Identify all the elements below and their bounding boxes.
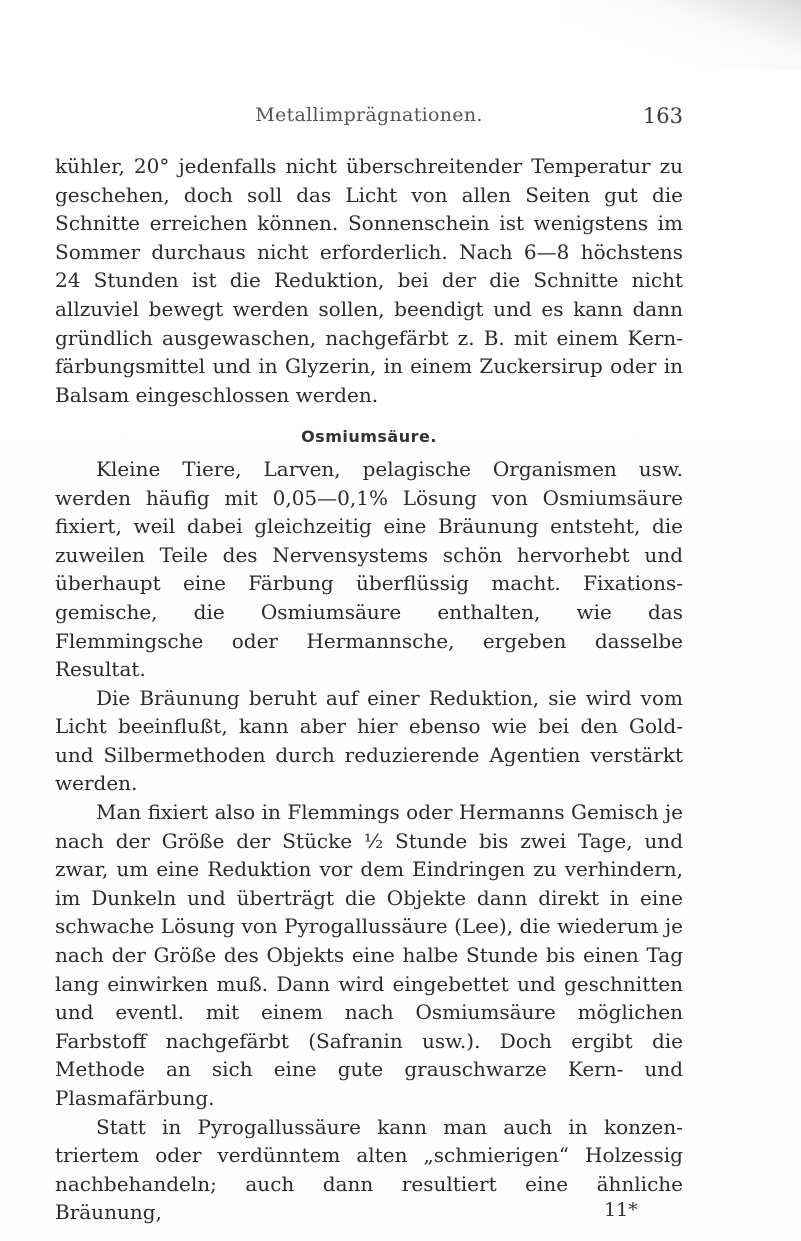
section-heading: Osmiumsäure. (301, 427, 437, 447)
page-header (55, 104, 683, 134)
paragraph: Kleine Tiere, Larven, pelagische Organismen usw. werden häufig mit 0,05—0,1% Lösung von Osmiumsäure fixiert, weil dabei gleichzeitig eine Bräunung entsteht, die zuweilen Teile des Nervensystems schön hervorhebt und überhaupt eine Färbung überflüssig macht. Fixations- gemische, die Osmiumsäure enthalten, wie das Flemmingsche oder Hermannsche, ergeben dasselbe Resultat. (55, 456, 683, 682)
body-text (55, 152, 683, 1227)
signature-mark: 11* (604, 1199, 638, 1221)
paragraph: Man fixiert also in Flemmings oder Hermanns Gemisch je nach der Größe der Stücke ½ Stunde bis zwei Tage, und zwar, um eine Reduktion vor dem Eindringen zu verhindern, im Dunkeln und überträgt die Objekte dann direkt in eine schwache Lösung von Pyrogallussäure (Lee), die wiederum je nach der Größe des Objekts eine halbe Stunde bis einen Tag lang einwirken muß. Dann wird eingebettet und geschnitten und eventl. mit einem nach Osmiumsäure möglichen Farbstoff nachgefärbt (Safranin usw.). Doch ergibt die Methode an sich eine gute grauschwarze Kern- und Plasmafärbung. (55, 800, 683, 1110)
page-number: 163 (642, 104, 683, 128)
running-title: Metallimprägnationen. (255, 104, 483, 126)
paragraph: Die Bräunung beruht auf einer Reduktion, sie wird vom Licht beeinflußt, kann aber hier ebenso wie bei den Gold- und Silbermethoden durch reduzierende Agentien verstärkt werden. (55, 685, 683, 796)
paragraph: Statt in Pyrogallussäure kann man auch in konzen- triertem oder verdünntem alten „schmierigen“ Holzessig nachbehandeln; auch dann resultiert eine ähnliche Bräunung, (55, 1114, 683, 1225)
page-corner-shadow (561, 0, 801, 70)
paragraph-continuation: kühler, 20° jedenfalls nicht überschreitender Temperatur zu geschehen, doch soll das Licht von allen Seiten gut die Schnitte erreichen können. Sonnenschein ist wenigstens im Sommer durchaus nicht erforderlich. Nach 6—8 höchstens 24 Stunden ist die Reduktion, bei der die Schnitte nicht allzuviel bewegt werden sollen, beendigt und es kann dann gründlich ausgewaschen, nachgefärbt z. B. mit einem Kern- färbungsmittel und in Glyzerin, in einem Zuckersirup oder in Balsam eingeschlossen werden. (55, 154, 683, 407)
